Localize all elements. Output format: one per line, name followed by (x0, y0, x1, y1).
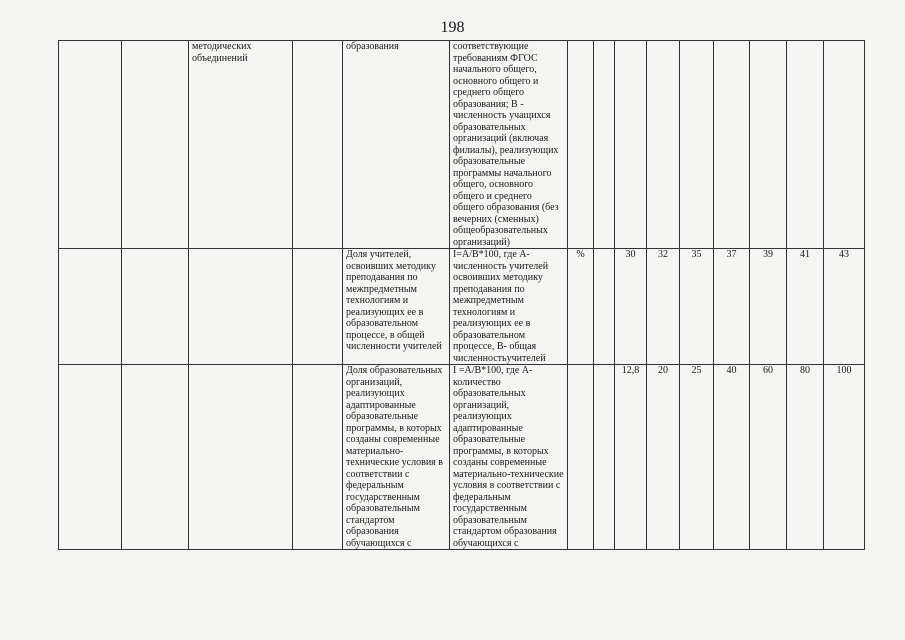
table-cell (122, 249, 189, 365)
table-cell (189, 249, 293, 365)
table-cell-value (680, 41, 714, 249)
table-cell-formula: I=A/B*100, где А- численность учителей освоивших методику преподавания по межпредметным технологиям и реализующих ее в образовательном процессе, В- общая численностьучителей (450, 249, 568, 365)
table-cell-value (787, 41, 824, 249)
table-cell-value (824, 41, 865, 249)
table-row (59, 365, 865, 550)
table-cell (293, 41, 343, 249)
page-number: 198 (440, 19, 465, 36)
table-cell-unit: % (568, 249, 594, 365)
table-cell-value (594, 41, 615, 249)
table-cell (293, 365, 343, 550)
table-cell-value: 20 (647, 365, 680, 550)
table-row (59, 249, 865, 365)
table-cell-unit (568, 41, 594, 249)
table-cell-value: 100 (824, 365, 865, 550)
table-cell-value: 60 (750, 365, 787, 550)
table-cell-value: 40 (714, 365, 750, 550)
table-cell-value (615, 41, 647, 249)
table-cell-value: 30 (615, 249, 647, 365)
table-cell-indicator: Доля учителей, освоивших методику преподавания по межпредметным технологиям и реализующих ее в образовательном процессе, в общей численности учителей (343, 249, 450, 365)
table-cell-formula: соответствующие требованиям ФГОС начального общего, основного общего и среднего общего образования; В - численность учащихся образовательных организаций (включая филиалы), реализующих образовательные программы начального общего, основного общего и среднего общего образования (без вечерних (сменных) общеобразовательных организаций) (450, 41, 568, 249)
table-cell-indicator: Доля образовательных организаций, реализующих адаптированные образовательные программы, в которых созданы современные материально- технические условия в соответствии с федеральным государственным образовательным стандартом образования обучающихся с (343, 365, 450, 550)
table-cell-value (594, 249, 615, 365)
table-cell-value: 35 (680, 249, 714, 365)
table-cell (122, 365, 189, 550)
table-cell-organization: методических объединений (189, 41, 293, 249)
table-cell (59, 249, 122, 365)
table-cell (59, 41, 122, 249)
table-cell-value: 41 (787, 249, 824, 365)
table-row (59, 41, 865, 249)
table-cell-indicator: образования (343, 41, 450, 249)
indicator-table (58, 40, 865, 550)
table-cell-formula: I =A/B*100, где А- количество образовательных организаций, реализующих адаптированные образовательные программы, в которых созданы современные материально-технические условия в соответствии с федеральным государственным образовательным стандартом образования обучающихся с (450, 365, 568, 550)
table-cell-value: 32 (647, 249, 680, 365)
table-cell-value: 80 (787, 365, 824, 550)
table-cell-unit (568, 365, 594, 550)
table-cell (59, 365, 122, 550)
table-cell-value: 43 (824, 249, 865, 365)
table-cell-value: 37 (714, 249, 750, 365)
table-cell-value: 12,8 (615, 365, 647, 550)
table-cell (293, 249, 343, 365)
table-cell-value: 39 (750, 249, 787, 365)
table-cell (189, 365, 293, 550)
table-cell-value (647, 41, 680, 249)
table-cell-value (750, 41, 787, 249)
table-cell-value (714, 41, 750, 249)
table-cell-value (594, 365, 615, 550)
table-cell (122, 41, 189, 249)
table-cell-value: 25 (680, 365, 714, 550)
